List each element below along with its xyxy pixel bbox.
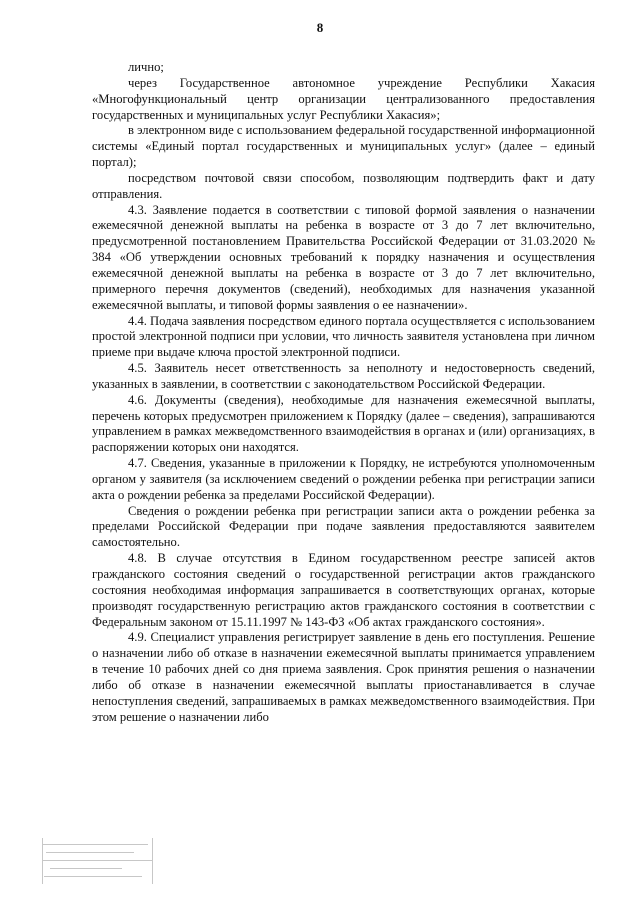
paragraph-4-7: 4.7. Сведения, указанные в приложении к Порядку, не истребуются уполномоченным органом у заявителя (за исключением сведений о рождении ребенка при регистрации записи акта о рождении ребенка за пределами Российской Федерации). — [92, 456, 595, 502]
paragraph-4-4: 4.4. Подача заявления посредством единого портала осуществляется с использованием простой электронной подписи при условии, что личность заявителя установлена при личном приеме при выдаче ключа простой электронной подписи. — [92, 313, 595, 360]
paragraph-mfc: через Государственное автономное учреждение Республики Хакасия «Многофункциональный центр организации централизованного предоставления государственных и муниципальных услуг Республики Хакасия»; — [92, 75, 595, 122]
paragraph-in-person: лично; — [128, 60, 164, 74]
paragraph-4-8: 4.8. В случае отсутствия в Едином государственном реестре записей актов гражданского состояния сведений о государственной регистрации актов гражданского состояния необходимая информация запрашивается в соответствующих органах, которые производят государственную регистрацию актов гражданского состояния в соответствии с Федеральным законом от 15.11.1997 № 143-ФЗ «Об актах гражданского состояния». — [92, 551, 595, 629]
paragraph-postal: посредством почтовой связи способом, позволяющим подтвердить факт и дату отправления. — [92, 170, 595, 201]
document-body — [92, 60, 595, 725]
paragraph-4-9: 4.9. Специалист управления регистрирует заявление в день его поступления. Решение о назначении либо об отказе в назначении ежемесячной выплаты принимается управлением в течение 10 рабочих дней со дня приема заявления. Срок принятия решения о назначении либо об отказе в назначении ежемесячной выплаты приостанавливается в случае непоступления сведений, запрашиваемых в рамках межведомственного взаимодействия. При этом решение о назначении либо — [92, 630, 595, 724]
paragraph-4-5: 4.5. Заявитель несет ответственность за неполноту и недостоверность сведений, указанных в заявлении, в соответствии с законодательством Российской Федерации. — [92, 361, 595, 391]
paragraph-4-6: 4.6. Документы (сведения), необходимые для назначения ежемесячной выплаты, перечень которых предусмотрен приложением к Порядку (далее – сведения), запрашиваются управлением в рамках межведомственного взаимодействия в органах и (или) организациях, в распоряжении которых они находятся. — [92, 392, 595, 455]
paragraph-birth-info: Сведения о рождении ребенка при регистрации записи акта о рождении ребенка за пределами Российской Федерации при подаче заявления предоставляются заявителем самостоятельно. — [92, 503, 595, 550]
paragraph-4-3: 4.3. Заявление подается в соответствии с типовой формой заявления о назначении ежемесячной денежной выплаты на ребенка в возрасте от 3 до 7 лет включительно, предусмотренной постановлением Правительства Российской Федерации от 31.03.2020 № 384 «Об утверждении основных требований к порядку назначения и осуществления ежемесячной денежной выплаты на ребенка в возрасте от 3 до 7 лет включительно, примерного перечня документов (сведений), необходимых для назначения указанной ежемесячной выплаты, и типовой формы заявления о ее назначении». — [92, 202, 595, 312]
faint-stamp-mark — [38, 838, 156, 886]
page-number: 8 — [316, 20, 324, 35]
paragraph-electronic: в электронном виде с использованием федеральной государственной информационной системы «Единый портал государственных и муниципальных услуг» (далее – единый портал); — [92, 123, 595, 170]
